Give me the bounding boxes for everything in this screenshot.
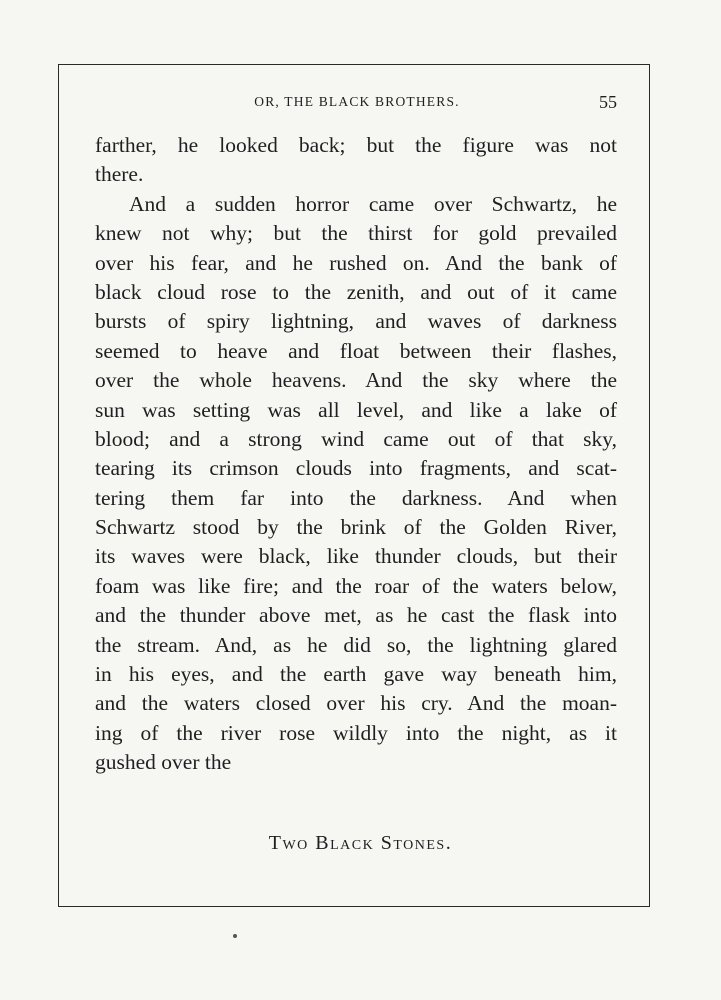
text-line: its waves were black, like thunder clouds, but their	[95, 544, 617, 569]
text-line: over the whole heavens. And the sky where the	[95, 368, 617, 393]
text-line: and the thunder above met, as he cast the flask into	[95, 603, 617, 628]
text-line: ing of the river rose wildly into the night, as it	[95, 720, 617, 745]
text-line: And a sudden horror came over Schwartz, he	[129, 191, 617, 216]
text-line: seemed to heave and float between their flashes,	[95, 338, 617, 363]
text-line: the stream. And, as he did so, the lightning glared	[95, 632, 617, 657]
text-line: farther, he looked back; but the figure was not	[95, 133, 617, 157]
text-line: over his fear, and he rushed on. And the bank of	[95, 250, 617, 275]
text-line: tering them far into the darkness. And when	[95, 485, 617, 510]
closing-title: Two Black Stones.	[268, 832, 453, 854]
body-text	[95, 131, 617, 778]
text-line: knew not why; but the thirst for gold prevailed	[95, 221, 617, 246]
text-line: blood; and a strong wind came out of that sky,	[95, 426, 617, 451]
page-number: 55	[599, 92, 617, 112]
text-line: gushed over the	[95, 750, 232, 775]
ink-dot	[233, 934, 237, 938]
running-title: OR, THE BLACK BROTHERS.	[254, 94, 460, 109]
text-line: tearing its crimson clouds into fragments, and scat-	[95, 456, 617, 481]
running-head	[93, 92, 621, 116]
text-line: foam was like fire; and the roar of the waters below,	[95, 573, 617, 598]
text-line: there.	[95, 162, 144, 187]
text-line: sun was setting was all level, and like a lake of	[95, 397, 617, 422]
text-line: bursts of spiry lightning, and waves of darkness	[95, 309, 617, 334]
text-line: in his eyes, and the earth gave way beneath him,	[95, 662, 617, 687]
text-line: and the waters closed over his cry. And the moan-	[95, 691, 617, 716]
text-line: black cloud rose to the zenith, and out of it came	[95, 279, 617, 304]
text-line: Schwartz stood by the brink of the Golden River,	[95, 515, 617, 540]
